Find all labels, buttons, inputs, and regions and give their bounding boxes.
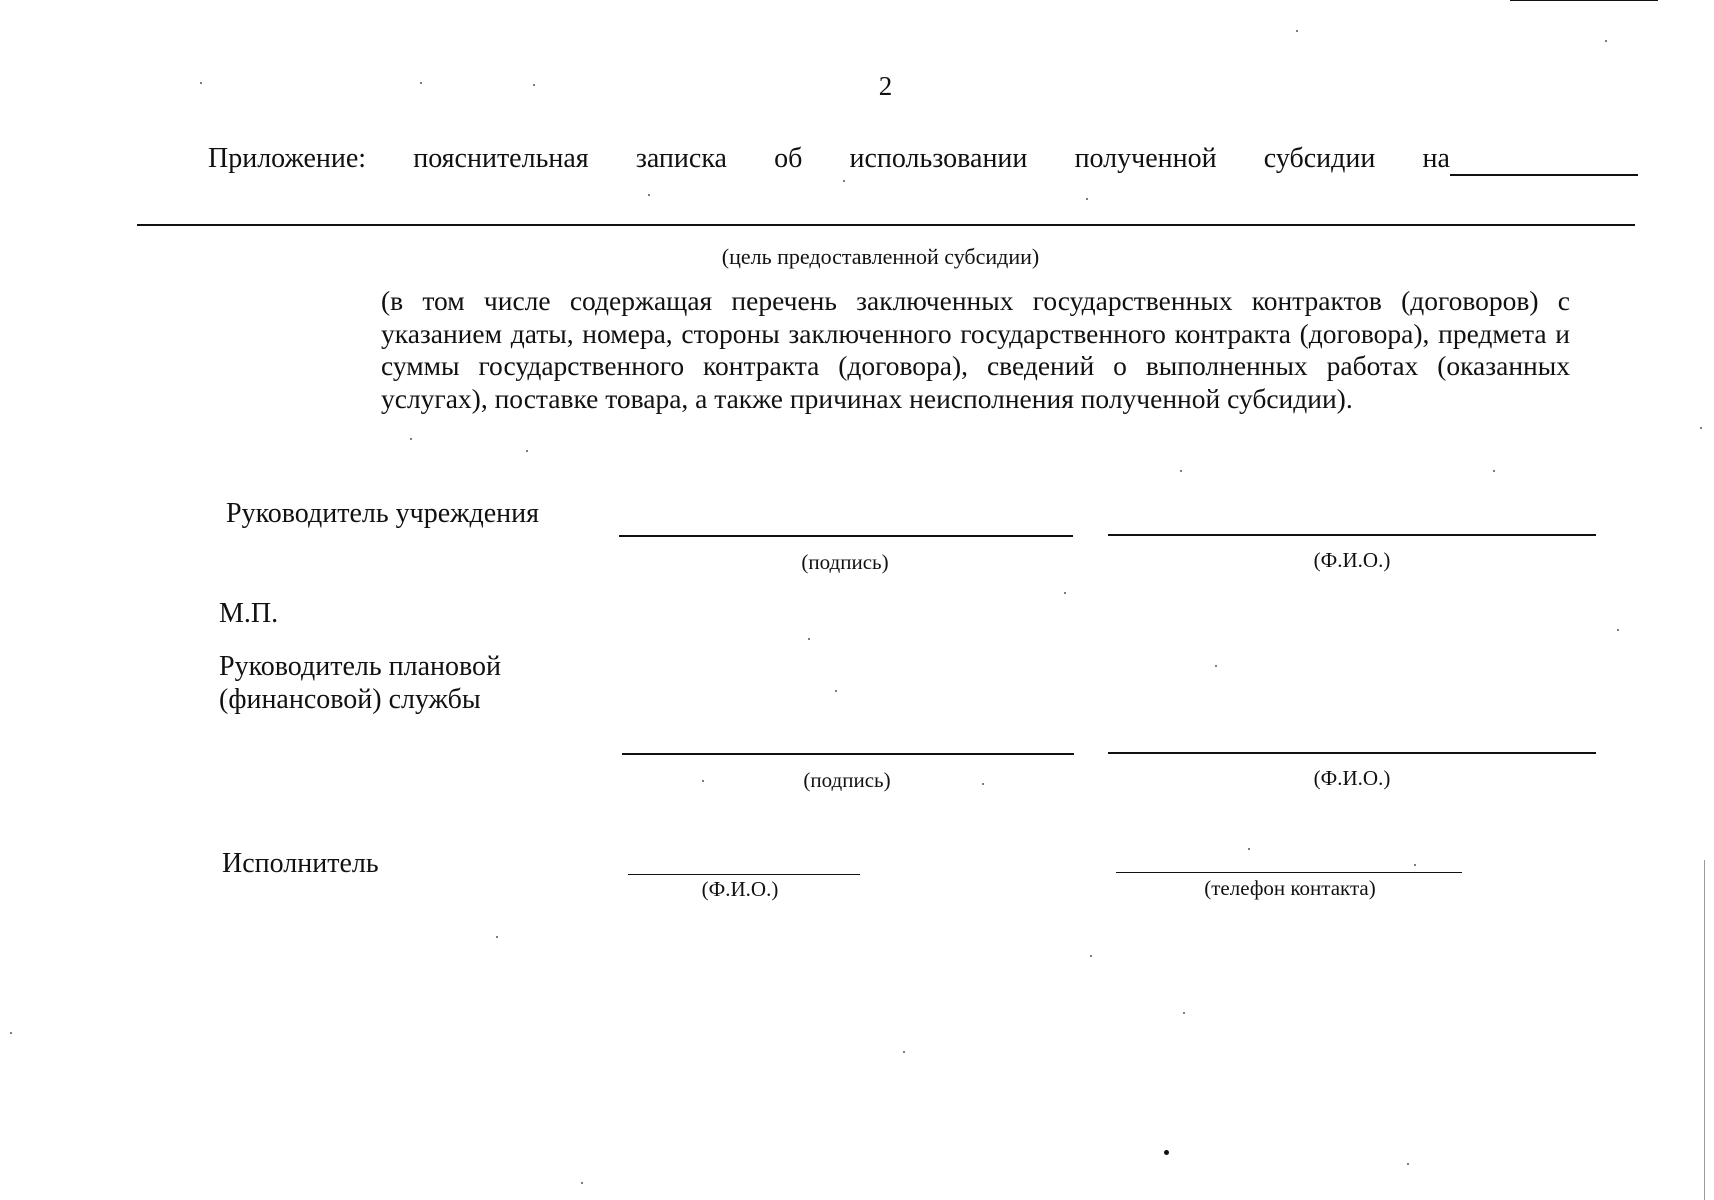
stamp-place: М.П. xyxy=(219,598,279,629)
scan-speck xyxy=(533,84,535,86)
executor-phone-line xyxy=(1116,872,1462,873)
page-number: 2 xyxy=(878,71,893,101)
explanatory-paragraph: (в том числе содержащая перечень заключенных государственных контрактов (договоров) с указанием даты, номера, стороны заключенного государственного контракта (договора), предмета и суммы государственного контракта (договора), сведений о выполненных работах (оказанных услугах), поставке товара, а также причинах неисполнения полученной субсидии). xyxy=(381,285,1570,414)
executor-label: Исполнитель xyxy=(222,848,379,879)
attachment-word: пояснительная xyxy=(413,143,589,174)
scan-speck xyxy=(903,1051,905,1053)
scan-speck xyxy=(1086,198,1088,200)
executor-name-caption: (Ф.И.О.) xyxy=(701,877,779,901)
scan-speck xyxy=(1700,427,1702,429)
attachment-word: полученной xyxy=(1074,143,1217,174)
executor-phone-caption: (телефон контакта) xyxy=(1204,876,1376,900)
scan-speck xyxy=(1248,848,1250,850)
scan-speck xyxy=(1064,592,1066,594)
scan-speck xyxy=(702,780,704,782)
scan-speck xyxy=(648,194,650,196)
scan-speck xyxy=(1090,955,1092,957)
attachment-word: записка xyxy=(635,143,727,174)
scan-edge-line xyxy=(1510,0,1658,1)
finance-head-signature-caption: (подпись) xyxy=(803,768,891,792)
finance-head-label-line1: Руководитель плановой xyxy=(219,651,501,682)
head-label: Руководитель учреждения xyxy=(226,498,539,529)
scan-speck xyxy=(1605,40,1607,42)
attachment-word: на xyxy=(1422,143,1450,174)
scan-speck xyxy=(1164,1150,1169,1155)
scan-speck xyxy=(581,1182,583,1184)
scan-speck xyxy=(1493,470,1495,472)
scan-edge-right xyxy=(1704,860,1705,1200)
finance-head-signature-line xyxy=(622,753,1074,755)
head-signature-line xyxy=(619,535,1073,537)
scan-speck xyxy=(982,783,984,785)
scan-speck xyxy=(526,450,528,452)
scan-speck xyxy=(843,180,845,182)
head-name-caption: (Ф.И.О.) xyxy=(1313,548,1391,572)
scan-speck xyxy=(1180,470,1182,472)
scan-speck xyxy=(835,690,837,692)
fill-in-line-purpose-end xyxy=(1450,174,1638,176)
attachment-word: использовании xyxy=(849,143,1028,174)
finance-head-name-caption: (Ф.И.О.) xyxy=(1313,766,1391,790)
head-signature-caption: (подпись) xyxy=(801,550,889,574)
scan-speck xyxy=(10,1032,12,1034)
scan-speck xyxy=(410,438,412,440)
scan-speck xyxy=(496,936,498,938)
scan-speck xyxy=(1296,30,1298,32)
scan-speck xyxy=(200,82,202,84)
executor-name-line xyxy=(628,874,860,875)
scan-speck xyxy=(808,638,810,640)
head-name-line xyxy=(1108,534,1596,536)
finance-head-name-line xyxy=(1108,752,1596,754)
fill-in-line-purpose xyxy=(137,224,1635,226)
attachment-word: субсидии xyxy=(1263,143,1376,174)
attachment-word: об xyxy=(774,143,803,174)
scan-speck xyxy=(1617,629,1619,631)
attachment-word: Приложение: xyxy=(208,143,367,174)
scan-speck xyxy=(1183,1012,1185,1014)
scan-speck xyxy=(1407,1163,1409,1165)
finance-head-label-line2: (финансовой) службы xyxy=(219,684,481,715)
scan-speck xyxy=(1215,665,1217,667)
attachment-heading xyxy=(208,143,1450,175)
scan-speck xyxy=(1414,864,1416,866)
purpose-caption: (цель предоставленной субсидии) xyxy=(721,244,1040,269)
scan-speck xyxy=(420,82,422,84)
